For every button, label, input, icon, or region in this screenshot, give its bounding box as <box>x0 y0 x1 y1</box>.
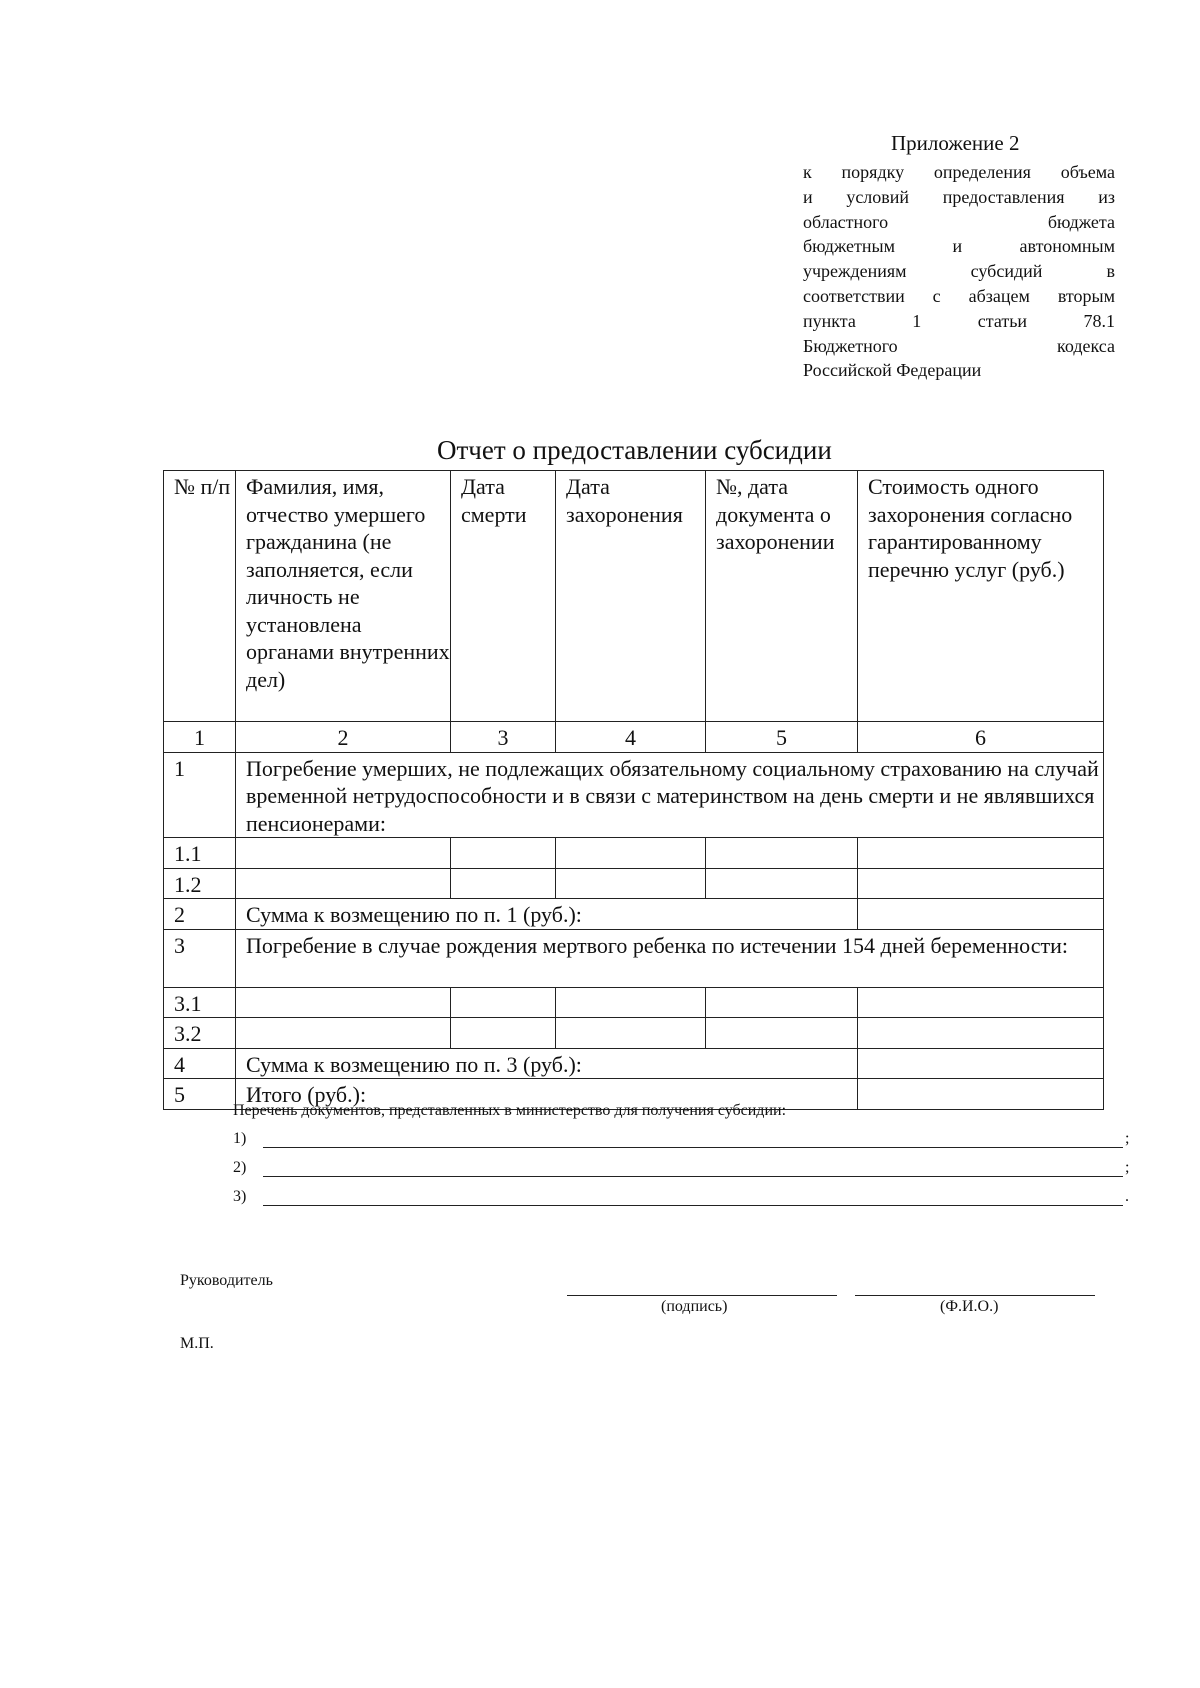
name-line[interactable] <box>855 1295 1095 1296</box>
total-value-cell[interactable] <box>858 1079 1104 1110</box>
column-number: 5 <box>706 722 858 753</box>
table-row <box>164 987 1104 1018</box>
data-cell[interactable] <box>451 1018 556 1049</box>
row-number: 1.2 <box>164 868 236 899</box>
table-row <box>164 1048 1104 1079</box>
signature-caption: (подпись) <box>661 1298 728 1315</box>
appendix-reference <box>803 160 1115 383</box>
data-cell[interactable] <box>556 1018 706 1049</box>
table-row <box>164 838 1104 869</box>
table-row <box>164 752 1104 838</box>
data-cell[interactable] <box>858 987 1104 1018</box>
sum-label: Сумма к возмещению по п. 3 (руб.): <box>236 1048 858 1079</box>
data-cell[interactable] <box>236 868 451 899</box>
sum-label: Сумма к возмещению по п. 1 (руб.): <box>236 899 858 930</box>
data-cell[interactable] <box>236 838 451 869</box>
row-number: 3.1 <box>164 987 236 1018</box>
header-cell: Дата захоронения <box>556 471 706 722</box>
data-cell[interactable] <box>556 838 706 869</box>
appendix-title: Приложение 2 <box>891 131 1020 155</box>
data-cell[interactable] <box>236 1018 451 1049</box>
data-cell[interactable] <box>858 838 1104 869</box>
data-cell[interactable] <box>706 838 858 869</box>
appendix-line: областного бюджета <box>803 211 1115 232</box>
header-cell: Фамилия, имя, отчество умершего гражданина (не заполняется, если личность не установлена органами внутренних дел) <box>236 471 451 722</box>
sum-value-cell[interactable] <box>858 899 1104 930</box>
report-table <box>163 470 1104 1110</box>
document-number: 1) <box>233 1130 247 1147</box>
appendix-line: соответствии с абзацем вторым <box>803 285 1115 306</box>
column-number: 3 <box>451 722 556 753</box>
sum-value-cell[interactable] <box>858 1048 1104 1079</box>
data-cell[interactable] <box>858 868 1104 899</box>
row-number: 1.1 <box>164 838 236 869</box>
header-cell: № п/п <box>164 471 236 722</box>
table-row <box>164 929 1104 987</box>
column-number: 1 <box>164 722 236 753</box>
document-line-end: . <box>1125 1188 1129 1205</box>
appendix-line: Бюджетного кодекса <box>803 335 1115 356</box>
appendix-line: учреждениям субсидий в <box>803 261 1115 282</box>
stamp-place: М.П. <box>180 1335 214 1352</box>
header-cell: №, дата документа о захоронении <box>706 471 858 722</box>
name-caption: (Ф.И.О.) <box>940 1298 999 1315</box>
data-cell[interactable] <box>451 838 556 869</box>
data-cell[interactable] <box>236 987 451 1018</box>
row-number: 3.2 <box>164 1018 236 1049</box>
data-cell[interactable] <box>451 868 556 899</box>
table-row <box>164 868 1104 899</box>
data-cell[interactable] <box>556 987 706 1018</box>
header-cell: Стоимость одного захоронения согласно гарантированному перечню услуг (руб.) <box>858 471 1104 722</box>
data-cell[interactable] <box>706 1018 858 1049</box>
column-number: 2 <box>236 722 451 753</box>
appendix-line: к порядку определения объема <box>803 162 1115 182</box>
report-title: Отчет о предоставлении субсидии <box>437 435 832 465</box>
data-cell[interactable] <box>706 987 858 1018</box>
section-heading: Погребение в случае рождения мертвого ребенка по истечении 154 дней беременности: <box>236 929 1104 987</box>
row-number: 2 <box>164 899 236 930</box>
column-number-row <box>164 722 1104 753</box>
appendix-line: пункта 1 статьи 78.1 <box>803 310 1115 331</box>
data-cell[interactable] <box>451 987 556 1018</box>
column-number: 4 <box>556 722 706 753</box>
appendix-line: и условий предоставления из <box>803 186 1115 207</box>
document-number: 2) <box>233 1159 247 1176</box>
table-row <box>164 1018 1104 1049</box>
appendix-line: бюджетным и автономным <box>803 236 1115 257</box>
data-cell[interactable] <box>706 868 858 899</box>
document-number: 3) <box>233 1188 247 1205</box>
table-header-row <box>164 471 1104 722</box>
documents-heading: Перечень документов, представленных в министерство для получения субсидии: <box>233 1102 787 1119</box>
data-cell[interactable] <box>556 868 706 899</box>
header-cell: Дата смерти <box>451 471 556 722</box>
row-number: 1 <box>164 752 236 838</box>
document-line-end: ; <box>1125 1159 1130 1176</box>
section-heading: Погребение умерших, не подлежащих обязательному социальному страхованию на случай временной нетрудоспособности и в связи с материнством на день смерти и не являвшихся пенсионерами: <box>236 752 1104 838</box>
table-row <box>164 899 1104 930</box>
document-line-end: ; <box>1125 1130 1130 1147</box>
data-cell[interactable] <box>858 1018 1104 1049</box>
row-number: 4 <box>164 1048 236 1079</box>
row-number: 5 <box>164 1079 236 1110</box>
column-number: 6 <box>858 722 1104 753</box>
total-label: Итого (руб.): <box>236 1079 858 1110</box>
document-fill-line[interactable] <box>263 1176 1123 1177</box>
row-number: 3 <box>164 929 236 987</box>
signatory-role: Руководитель <box>180 1272 273 1289</box>
document-fill-line[interactable] <box>263 1205 1123 1206</box>
document-fill-line[interactable] <box>263 1147 1123 1148</box>
signature-line[interactable] <box>567 1295 837 1296</box>
appendix-line: Российской Федерации <box>803 360 982 381</box>
